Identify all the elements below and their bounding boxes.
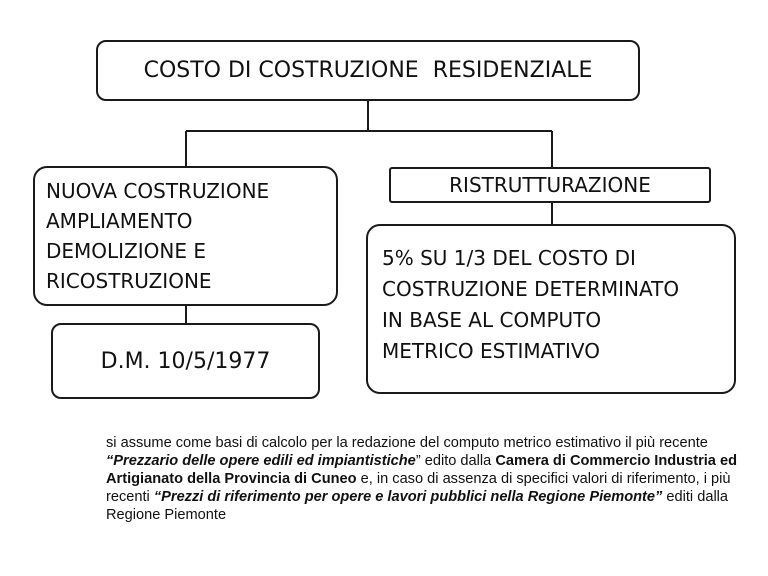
footnote-prezzi-title: “Prezzi di riferimento per opere e lavori pubblici nella Regione Piemonte” bbox=[153, 489, 663, 505]
footnote-text-1: si assume come basi di calcolo per la redazione del computo metrico estimativo il più recente bbox=[106, 435, 708, 451]
footnote-text-3: e, in caso di assenza di specifici valori di riferimento, i più recenti bbox=[106, 471, 731, 505]
nuova-line-3: DEMOLIZIONE E bbox=[46, 239, 207, 263]
detail-line-3: IN BASE AL COMPUTO bbox=[382, 308, 602, 332]
detail-line-1: 5% SU 1/3 DEL COSTO DI bbox=[382, 246, 636, 270]
nuova-line-2: AMPLIAMENTO bbox=[46, 209, 193, 233]
footnote-paragraph bbox=[106, 434, 746, 524]
footnote-text-4: editi dalla Regione Piemonte bbox=[106, 489, 729, 523]
top-box-costo-costruzione: COSTO DI COSTRUZIONE RESIDENZIALE bbox=[96, 40, 640, 101]
box-dm-decree: D.M. 10/5/1977 bbox=[51, 323, 320, 399]
footnote-prezzario-title: “Prezzario delle opere edili ed impiantistiche bbox=[106, 453, 416, 469]
footnote-camera-commercio: Camera di Commercio Industria ed Artigianato della Provincia di Cuneo bbox=[106, 453, 738, 487]
box-ristrutturazione-detail bbox=[366, 224, 736, 394]
nuova-line-1: NUOVA COSTRUZIONE bbox=[46, 179, 270, 203]
box-nuova-costruzione bbox=[33, 166, 338, 306]
nuova-line-4: RICOSTRUZIONE bbox=[46, 269, 212, 293]
box-ristrutturazione: RISTRUTTURAZIONE bbox=[389, 167, 711, 203]
detail-line-4: METRICO ESTIMATIVO bbox=[382, 339, 600, 363]
detail-line-2: COSTRUZIONE DETERMINATO bbox=[382, 277, 680, 301]
footnote-text-2: ” edito dalla bbox=[415, 453, 496, 469]
